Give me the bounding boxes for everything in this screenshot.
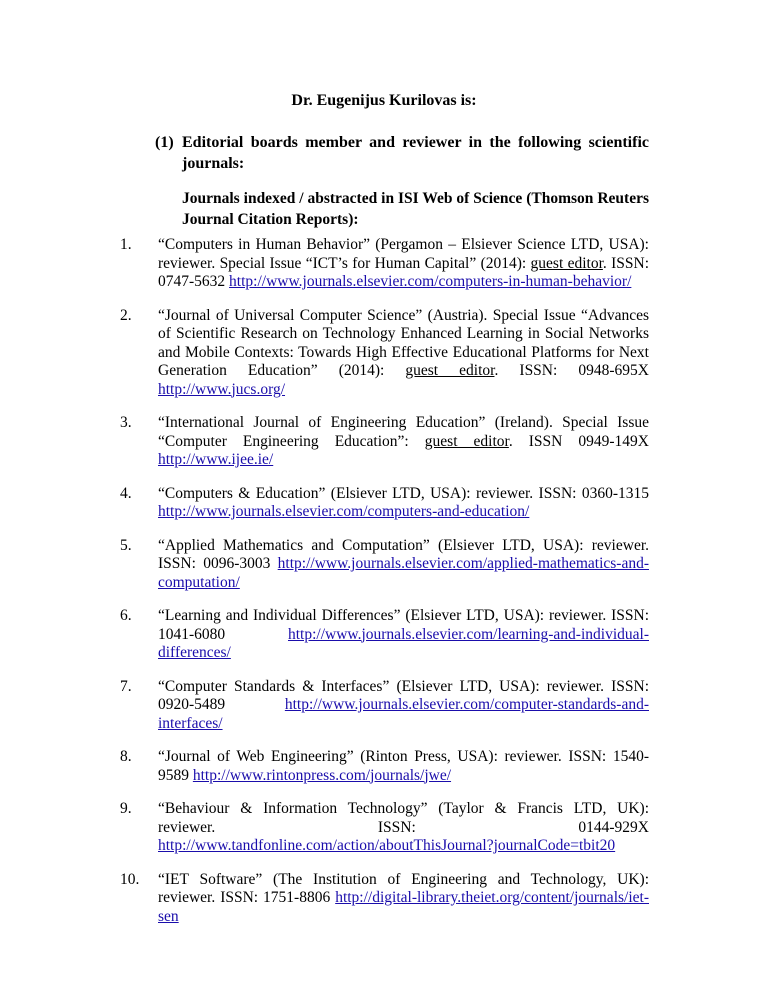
journal-item	[120, 307, 649, 400]
journal-index: 3.	[120, 414, 132, 431]
subheading: Journals indexed / abstracted in ISI Web of Science (Thomson Reuters Journal Citation Reports):	[182, 190, 649, 228]
journal-description: “IET Software” (The Institution of Engineering and Technology, UK): reviewer. ISSN: 1751-8806	[158, 870, 649, 906]
journal-index: 5.	[120, 536, 132, 554]
journal-index: 7.	[120, 677, 132, 695]
journal-issn: . ISSN: 0747-5632	[158, 254, 649, 290]
journal-index: 6.	[120, 607, 132, 624]
journal-role: guest editor	[530, 254, 603, 272]
journal-link[interactable]: http://www.journals.elsevier.com/applied-mathematics-and-computation/	[158, 555, 649, 591]
journal-item	[120, 748, 649, 785]
section-heading	[155, 132, 649, 174]
journal-index: 10.	[120, 870, 140, 888]
journal-role: guest editor	[424, 432, 509, 450]
journal-text	[158, 537, 649, 593]
journal-item	[120, 607, 649, 663]
journal-description: “International Journal of Engineering Education” (Ireland). Special Issue “Computer Engineering Education”:	[158, 414, 649, 450]
journal-index: 9.	[120, 800, 132, 817]
journal-item	[120, 236, 649, 292]
section-text: Editorial boards member and reviewer in the following scientific journals:	[182, 134, 649, 172]
journal-list	[120, 236, 649, 941]
journal-link[interactable]: http://www.jucs.org/	[158, 380, 286, 398]
journal-description: “Journal of Web Engineering” (Rinton Press, USA): reviewer. ISSN: 1540-9589	[158, 748, 649, 784]
journal-description: “Journal of Universal Computer Science” (Austria). Special Issue “Advances of Scientific Research on Technology Enhanced Learning in Social Networks and Mobile Contexts: Towards High Effective Educational Platforms for Next Generation Education” (2014):	[158, 306, 649, 379]
journal-text	[158, 307, 649, 400]
journal-link[interactable]: http://digital-library.theiet.org/content/journals/iet-sen	[158, 889, 649, 925]
page-title: Dr. Eugenijus Kurilovas is:	[291, 92, 477, 109]
journal-text	[158, 485, 649, 522]
journal-text	[158, 236, 649, 292]
journal-text	[158, 800, 649, 856]
journal-description: “Learning and Individual Differences” (Elsiever LTD, USA): reviewer. ISSN: 1041-6080	[158, 607, 649, 643]
journal-description: “Computers & Education” (Elsiever LTD, USA): reviewer. ISSN: 0360-1315	[158, 484, 649, 502]
journal-link[interactable]: http://www.ijee.ie/	[158, 451, 274, 468]
journal-link[interactable]: http://www.rintonpress.com/journals/jwe/	[192, 766, 452, 784]
journal-text	[158, 607, 649, 663]
journal-item	[120, 537, 649, 593]
journal-item	[120, 871, 649, 927]
journal-issn: . ISSN: 0948-695X	[494, 362, 649, 379]
journal-item	[120, 414, 649, 470]
journal-description: “Computer Standards & Interfaces” (Elsiever LTD, USA): reviewer. ISSN: 0920-5489	[158, 677, 649, 713]
journal-index: 2.	[120, 306, 132, 324]
journal-text	[158, 678, 649, 734]
journal-item	[120, 485, 649, 522]
journal-description: “Computers in Human Behavior” (Pergamon – Elsiever Science LTD, USA): reviewer. Special Issue “ICT’s for Human Capital” (2014):	[158, 236, 649, 272]
journal-text	[158, 871, 649, 927]
journal-description: “Behaviour & Information Technology” (Taylor & Francis LTD, UK): reviewer. ISSN: 0144-929X	[158, 800, 649, 836]
journal-index: 8.	[120, 748, 132, 765]
journal-description: “Applied Mathematics and Computation” (Elsiever LTD, USA): reviewer. ISSN: 0096-3003	[158, 536, 649, 572]
journal-link[interactable]: http://www.journals.elsevier.com/computers-in-human-behavior/	[229, 273, 632, 290]
journal-link[interactable]: http://www.journals.elsevier.com/computers-and-education/	[158, 503, 530, 520]
journal-item	[120, 800, 649, 856]
journal-index: 4.	[120, 484, 132, 502]
section-number: (1)	[155, 134, 174, 151]
journal-index: 1.	[120, 236, 132, 253]
journal-role: guest editor	[405, 362, 495, 379]
journal-text	[158, 414, 649, 470]
journal-link[interactable]: http://www.journals.elsevier.com/computer-standards-and-interfaces/	[158, 696, 649, 732]
journal-item	[120, 678, 649, 734]
journal-issn: . ISSN 0949-149X	[508, 432, 649, 450]
journal-link[interactable]: http://www.journals.elsevier.com/learning-and-individual-differences/	[158, 625, 649, 661]
journal-link[interactable]: http://www.tandfonline.com/action/aboutThisJournal?journalCode=tbit20	[158, 837, 616, 854]
journal-text	[158, 748, 649, 785]
